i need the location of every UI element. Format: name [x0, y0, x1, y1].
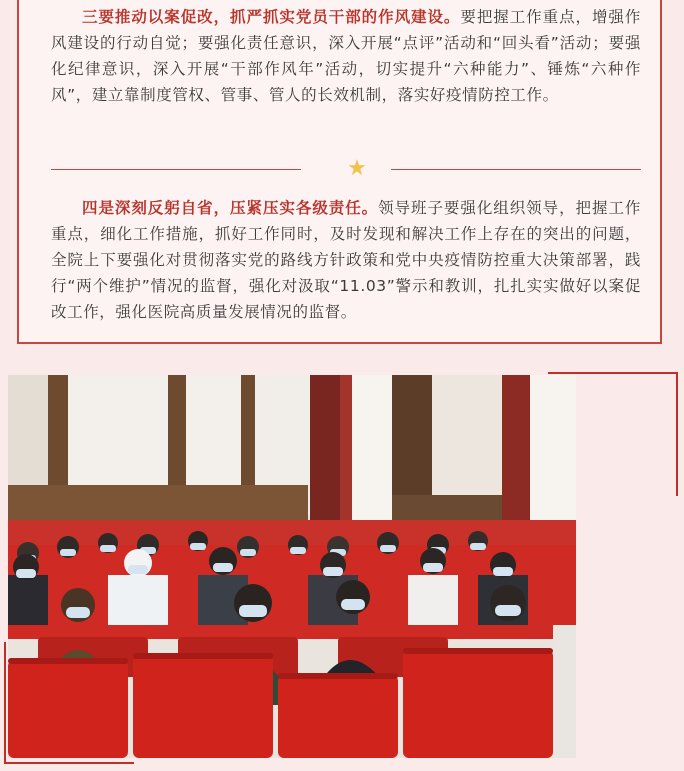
- divider-line-left: [51, 169, 301, 170]
- paragraph-four-body: 领导班子要强化组织领导，把握工作重点，细化工作措施，抓好工作同时，及时发现和解决工作上存在的突出的问题，全院上下要强化对贯彻落实党的路线方针政策和党中央疫情防控重大决策部署，践行“两个维护”情况的监督，强化对汲取“11.03”警示和教训，扎扎实实做好以案促改工作，强化医院高质量发展情况的监督。: [51, 199, 641, 321]
- frame-accent-top: [548, 372, 678, 374]
- article-text-card: [17, 0, 662, 344]
- frame-accent-bottom: [4, 762, 134, 764]
- meeting-photo: [8, 375, 576, 758]
- frame-accent-right: [676, 372, 678, 496]
- paragraph-three: [51, 4, 641, 108]
- section-divider: [51, 156, 641, 181]
- meeting-photo-illustration: [8, 375, 576, 758]
- divider-line-right: [391, 169, 641, 170]
- paragraph-three-body: 要把握工作重点，增强作风建设的行动自觉；要强化责任意识，深入开展“点评”活动和“回头看”活动；要强化纪律意识，深入开展“干部作风年”活动，切实提升“六种能力”、锤炼“六种作风”，建立靠制度管权、管事、管人的长效机制，落实好疫情防控工作。: [51, 8, 641, 104]
- star-icon: ★: [347, 156, 367, 181]
- photo-frame: [0, 372, 684, 771]
- paragraph-four: [51, 195, 641, 325]
- frame-accent-left: [4, 642, 6, 764]
- paragraph-four-lead: 四是深刻反躬自省，压紧压实各级责任。: [82, 199, 379, 217]
- paragraph-three-lead: 三要推动以案促改，抓严抓实党员干部的作风建设。: [82, 8, 461, 26]
